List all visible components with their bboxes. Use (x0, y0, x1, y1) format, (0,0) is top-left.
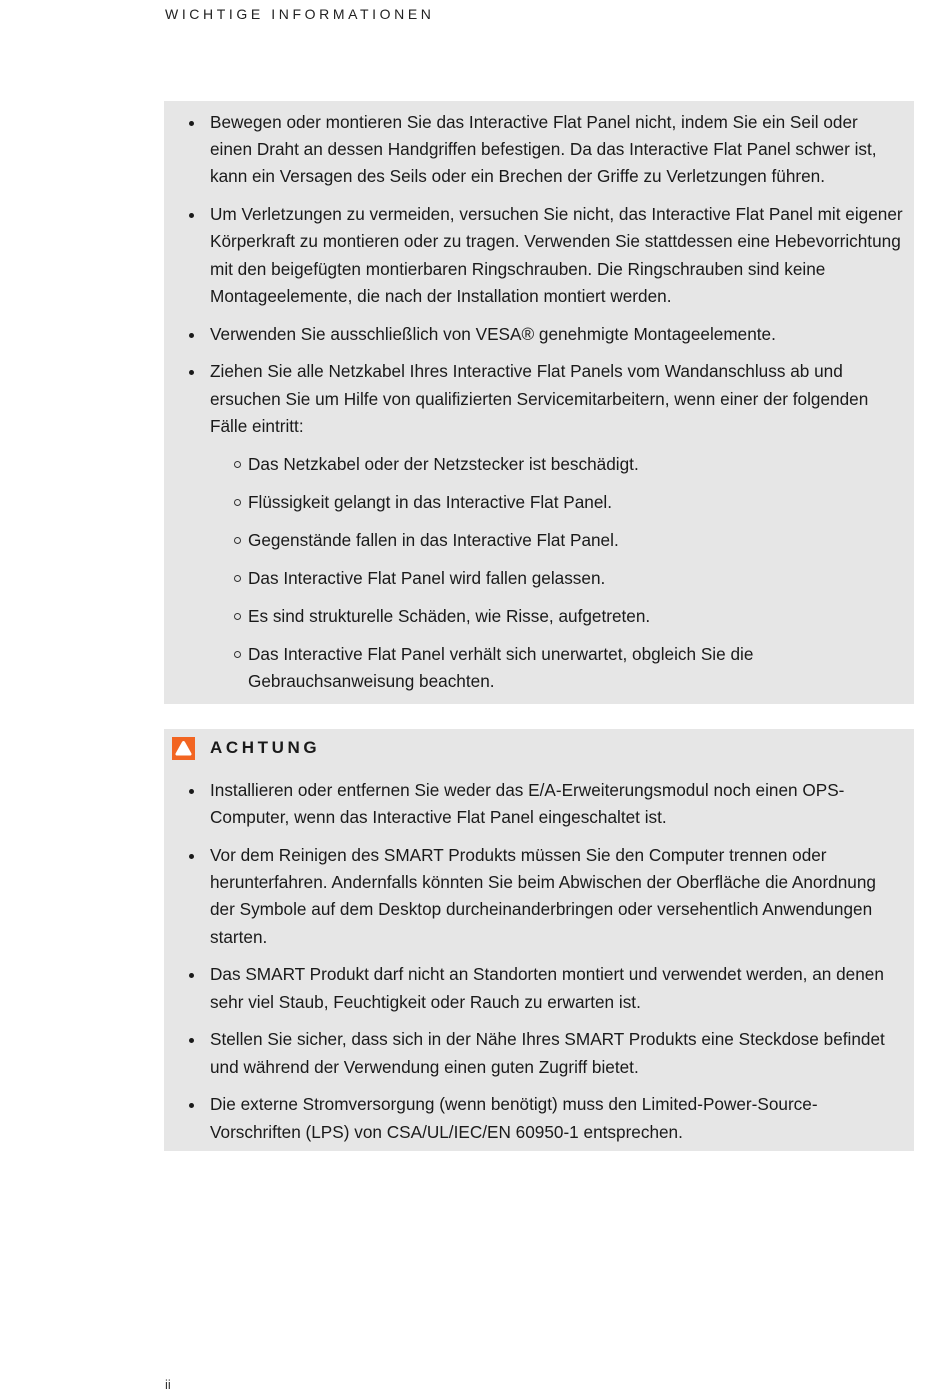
caution-title: ACHTUNG (210, 738, 321, 757)
sublist-item: Flüssigkeit gelangt in das Interactive Flat Panel. (210, 489, 904, 516)
page-header: WICHTIGE INFORMATIONEN (165, 6, 435, 22)
sublist-item: Das Interactive Flat Panel wird fallen gelassen. (210, 565, 904, 592)
caution-box (164, 729, 914, 1151)
sublist-item: Es sind strukturelle Schäden, wie Risse, aufgetreten. (210, 603, 904, 630)
caution-list (164, 777, 914, 1146)
warning-sublist (210, 451, 904, 695)
warning-box (164, 101, 914, 704)
caution-header (164, 737, 914, 767)
list-item: Verwenden Sie ausschließlich von VESA® genehmigte Montageelemente. (164, 321, 914, 348)
sublist-item: Das Netzkabel oder der Netzstecker ist beschädigt. (210, 451, 904, 478)
list-item: Um Verletzungen zu vermeiden, versuchen Sie nicht, das Interactive Flat Panel mit eigener Körperkraft zu montieren oder zu tragen. Verwenden Sie stattdessen eine Hebevorrichtung mit den beigefügten montierbaren Ringschrauben. Die Ringschrauben sind keine Montageelemente, die nach der Installation montiert werden. (164, 201, 914, 310)
sublist-item: Gegenstände fallen in das Interactive Flat Panel. (210, 527, 904, 554)
list-item: Die externe Stromversorgung (wenn benötigt) muss den Limited-Power-Source-Vorschriften (LPS) von CSA/UL/IEC/EN 60950-1 entsprechen. (164, 1091, 914, 1145)
page-number: ii (165, 1377, 171, 1392)
sublist-item: Das Interactive Flat Panel verhält sich unerwartet, obgleich Sie die Gebrauchsanweisung beachten. (210, 641, 904, 695)
list-item-with-sublist (164, 358, 914, 695)
list-item: Bewegen oder montieren Sie das Interactive Flat Panel nicht, indem Sie ein Seil oder einen Draht an dessen Handgriffen befestigen. Da das Interactive Flat Panel schwer ist, kann ein Versagen des Seils oder ein Brechen der Griffe zu Verletzungen führen. (164, 109, 914, 191)
warning-list (164, 109, 914, 695)
list-item: Installieren oder entfernen Sie weder das E/A-Erweiterungsmodul noch einen OPS-Computer, wenn das Interactive Flat Panel eingeschaltet ist. (164, 777, 914, 831)
caution-icon (172, 737, 195, 760)
list-item: Stellen Sie sicher, dass sich in der Nähe Ihres SMART Produkts eine Steckdose befindet und während der Verwendung einen guten Zugriff bietet. (164, 1026, 914, 1080)
list-item: Vor dem Reinigen des SMART Produkts müssen Sie den Computer trennen oder herunterfahren. Andernfalls könnten Sie beim Abwischen der Oberfläche die Anordnung der Symbole auf dem Desktop durcheinanderbringen oder versehentlich Anwendungen starten. (164, 842, 914, 951)
list-item: Das SMART Produkt darf nicht an Standorten montiert und verwendet werden, an denen sehr viel Staub, Feuchtigkeit oder Rauch zu erwarten ist. (164, 961, 914, 1015)
list-item-text: Ziehen Sie alle Netzkabel Ihres Interactive Flat Panels vom Wandanschluss ab und ersuchen Sie um Hilfe von qualifizierten Servicemitarbeitern, wenn einer der folgenden Fälle eintritt: (210, 361, 869, 436)
